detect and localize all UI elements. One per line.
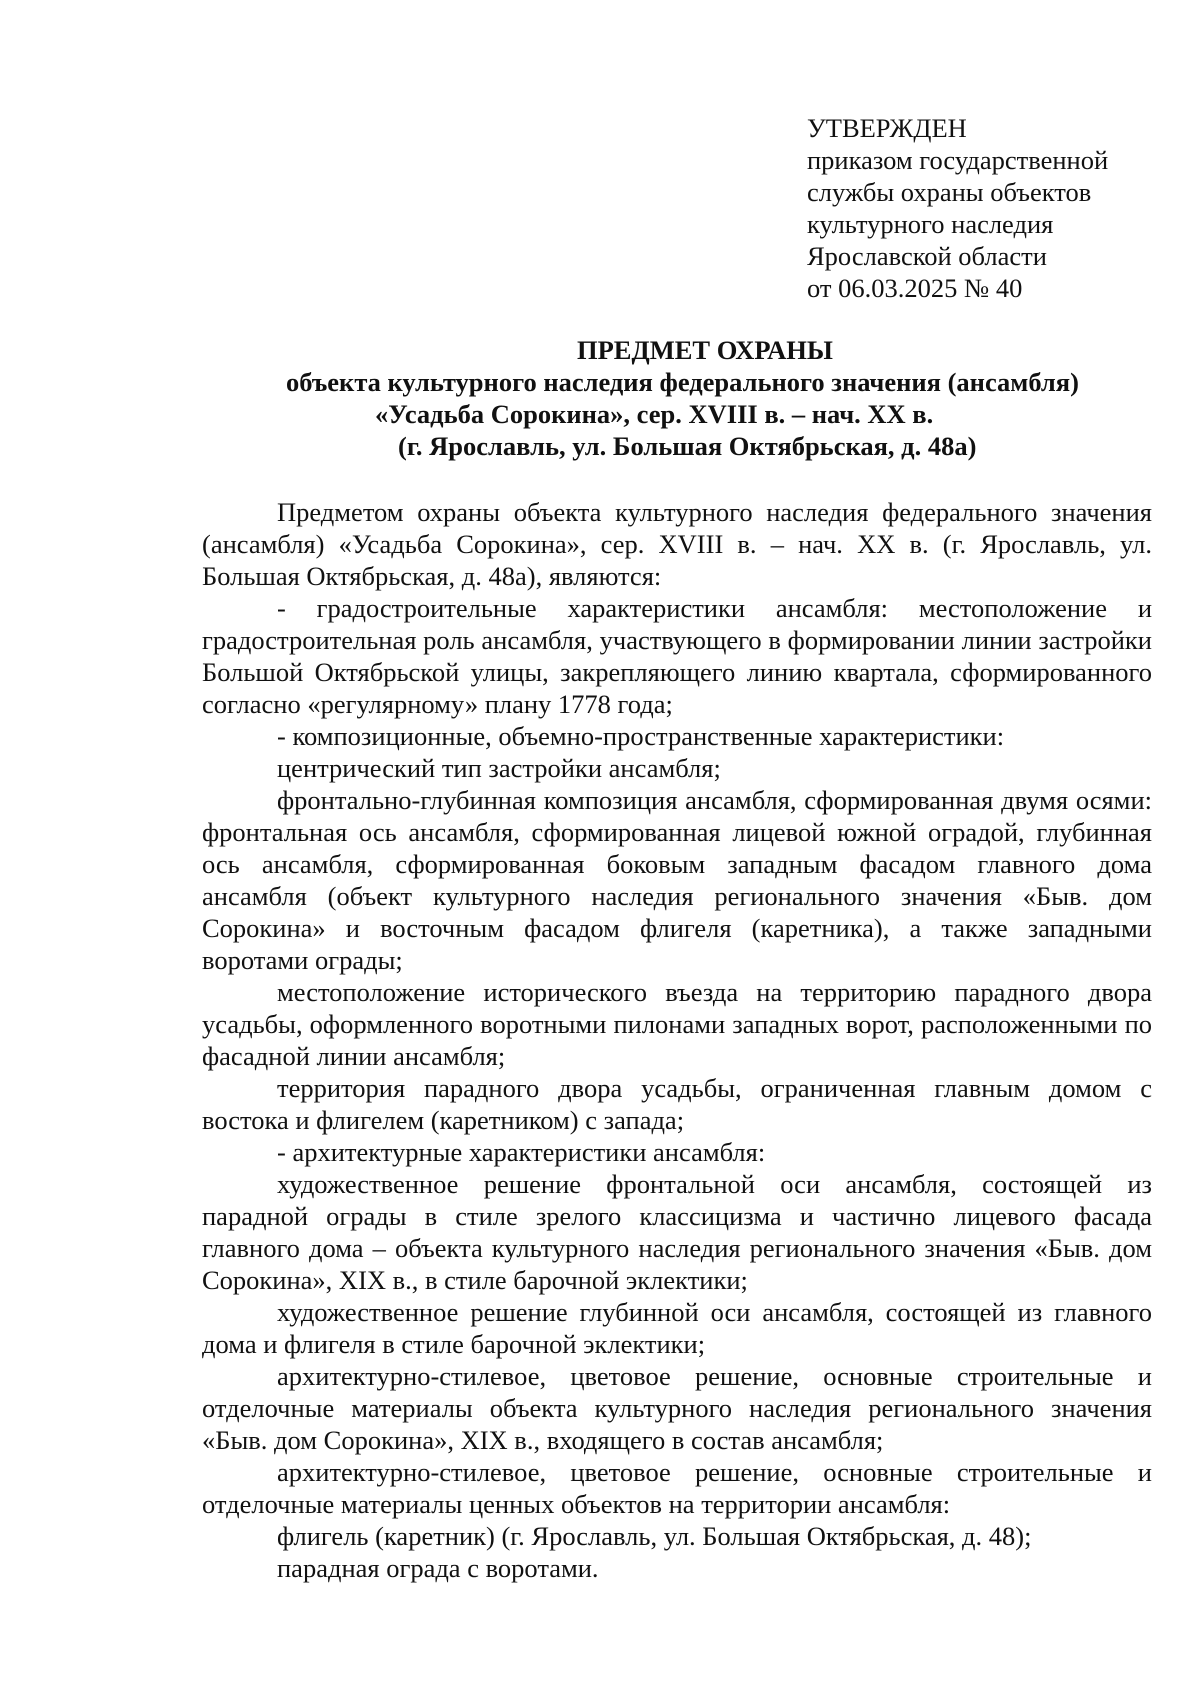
approval-heading: УТВЕРЖДЕН (807, 113, 967, 143)
title-heading: ПРЕДМЕТ ОХРАНЫ (577, 335, 833, 365)
approval-line: Ярославской области (807, 241, 1047, 271)
body-paragraph: - композиционные, объемно-пространственные характеристики: (277, 721, 1005, 751)
approval-line: культурного наследия (807, 209, 1054, 239)
approval-stamp (807, 112, 1108, 304)
body-paragraph: центрический тип застройки ансамбля; (277, 753, 721, 783)
body-paragraph: парадная ограда с воротами. (277, 1553, 599, 1583)
approval-line: приказом государственной (807, 145, 1109, 175)
body-paragraph: фронтально-глубинная композиция ансамбля, сформированная двумя осями: фронтальная ось ансамбля, сформированная лицевой южной оградой, глубинная ось ансамбля, сформированная боковым западным фасадом главного дома ансамбля (объект культурного наследия регионального значения «Быв. дом Сорокина» и восточным фасадом флигеля (каретника), а также западными воротами ограды; (202, 785, 1152, 975)
body-paragraph: Предметом охраны объекта культурного наследия федерального значения (ансамбля) «Усадьба Сорокина», сер. XVIII в. – нач. XX в. (г. Ярославль, ул. Большая Октябрьская, д. 48а), являются: (202, 497, 1152, 591)
approval-order-number: от 06.03.2025 № 40 (807, 273, 1023, 303)
approval-line: службы охраны объектов (807, 177, 1092, 207)
body-paragraph: территория парадного двора усадьбы, ограниченная главным домом с востока и флигелем (каретником) с запада; (202, 1073, 1152, 1135)
document-body (202, 496, 1152, 1584)
body-paragraph: местоположение исторического въезда на территорию парадного двора усадьбы, оформленного воротными пилонами западных ворот, расположенными по фасадной линии ансамбля; (202, 977, 1152, 1071)
body-paragraph: художественное решение фронтальной оси ансамбля, состоящей из парадной ограды в стиле зрелого классицизма и частично лицевого фасада главного дома – объекта культурного наследия регионального значения «Быв. дом Сорокина», XIX в., в стиле барочной эклектики; (202, 1169, 1152, 1295)
title-subheading: «Усадьба Сорокина», сер. XVIII в. – нач. XX в. (375, 399, 934, 429)
document-title (0, 334, 1200, 462)
title-subheading: объекта культурного наследия федерального значения (ансамбля) (286, 367, 1079, 397)
body-paragraph: архитектурно-стилевое, цветовое решение, основные строительные и отделочные материалы объекта культурного наследия регионального значения «Быв. дом Сорокина», XIX в., входящего в состав ансамбля; (202, 1361, 1152, 1455)
body-paragraph: - градостроительные характеристики ансамбля: местоположение и градостроительная роль ансамбля, участвующего в формировании линии застройки Большой Октябрьской улицы, закрепляющего линию квартала, сформированного согласно «регулярному» плану 1778 года; (202, 593, 1152, 719)
title-address: (г. Ярославль, ул. Большая Октябрьская, д. 48а) (398, 431, 977, 461)
body-paragraph: художественное решение глубинной оси ансамбля, состоящей из главного дома и флигеля в стиле барочной эклектики; (202, 1297, 1152, 1359)
body-paragraph: флигель (каретник) (г. Ярославль, ул. Большая Октябрьская, д. 48); (277, 1521, 1032, 1551)
body-paragraph: архитектурно-стилевое, цветовое решение, основные строительные и отделочные материалы ценных объектов на территории ансамбля: (202, 1457, 1152, 1519)
body-paragraph: - архитектурные характеристики ансамбля: (277, 1137, 766, 1167)
